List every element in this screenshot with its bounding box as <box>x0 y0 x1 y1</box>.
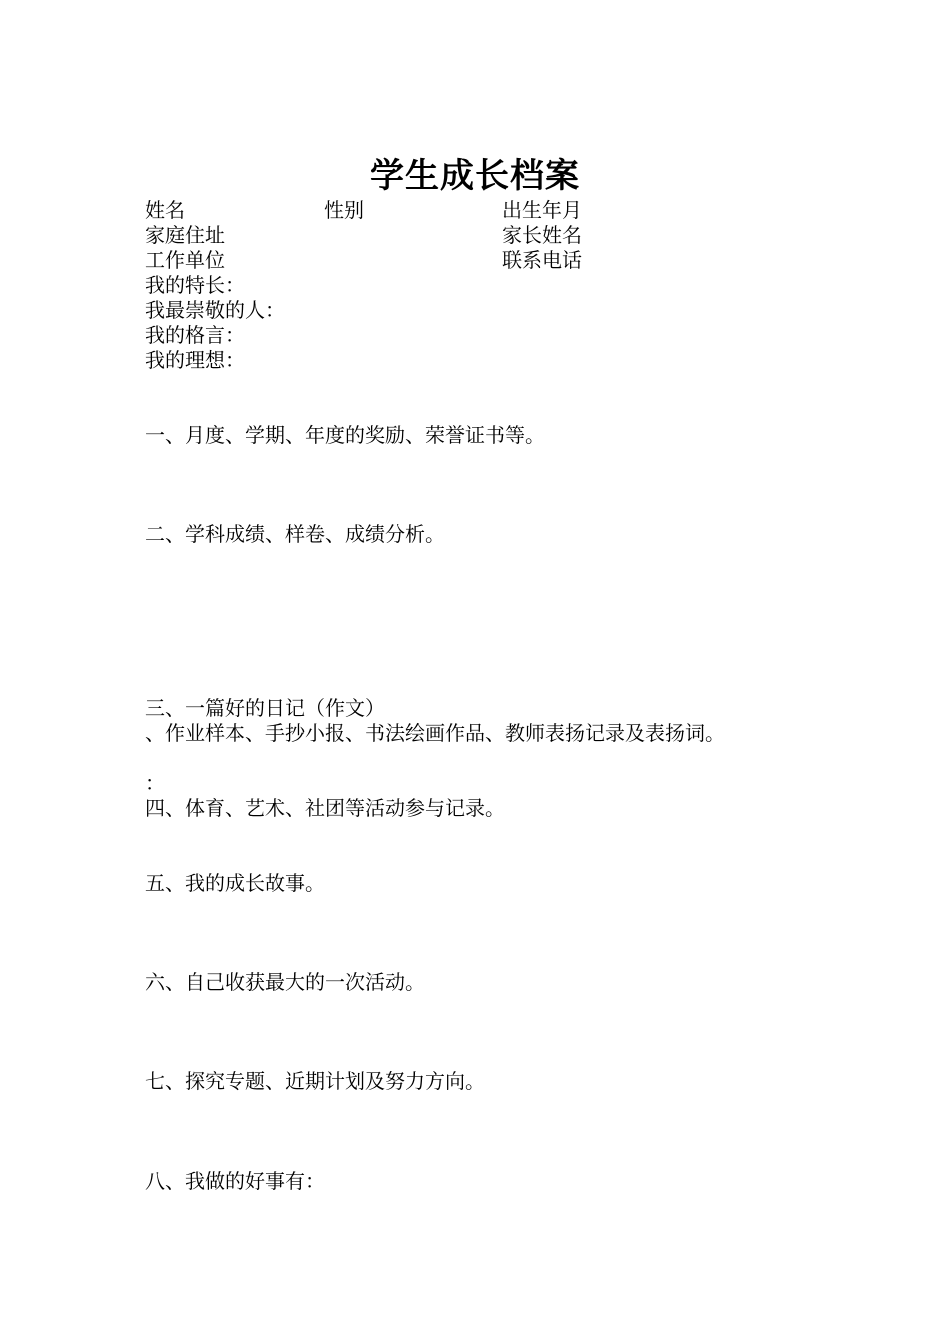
section-text: 、作业样本、手抄小报、书法绘画作品、教师表扬记录及表扬词。 <box>145 721 725 745</box>
field-birth-label: 出生年月 <box>502 198 582 222</box>
field-ideal: 我的理想： <box>145 348 245 372</box>
field-parent-name-label: 家长姓名 <box>502 223 582 247</box>
section-heading: 七、探究专题、近期计划及努力方向。 <box>145 1069 485 1093</box>
section-heading: 二、学科成绩、样卷、成绩分析。 <box>145 522 445 546</box>
section-heading: 四、体育、艺术、社团等活动参与记录。 <box>145 796 505 820</box>
section-heading: 三、一篇好的日记（作文） <box>145 696 385 720</box>
section-heading: 八、我做的好事有： <box>145 1169 325 1193</box>
field-phone-label: 联系电话 <box>502 248 582 272</box>
field-specialty: 我的特长： <box>145 273 245 297</box>
field-admired-person: 我最崇敬的人： <box>145 298 285 322</box>
section-text: ： <box>145 771 165 795</box>
section-heading: 六、自己收获最大的一次活动。 <box>145 970 425 994</box>
field-name-label: 姓名 <box>145 198 185 222</box>
field-motto: 我的格言： <box>145 323 245 347</box>
section-heading: 一、月度、学期、年度的奖励、荣誉证书等。 <box>145 423 545 447</box>
section-heading: 五、我的成长故事。 <box>145 871 325 895</box>
field-work-unit-label: 工作单位 <box>145 248 225 272</box>
field-gender-label: 性别 <box>324 198 364 222</box>
field-address-label: 家庭住址 <box>145 223 225 247</box>
document-title: 学生成长档案 <box>370 156 580 196</box>
